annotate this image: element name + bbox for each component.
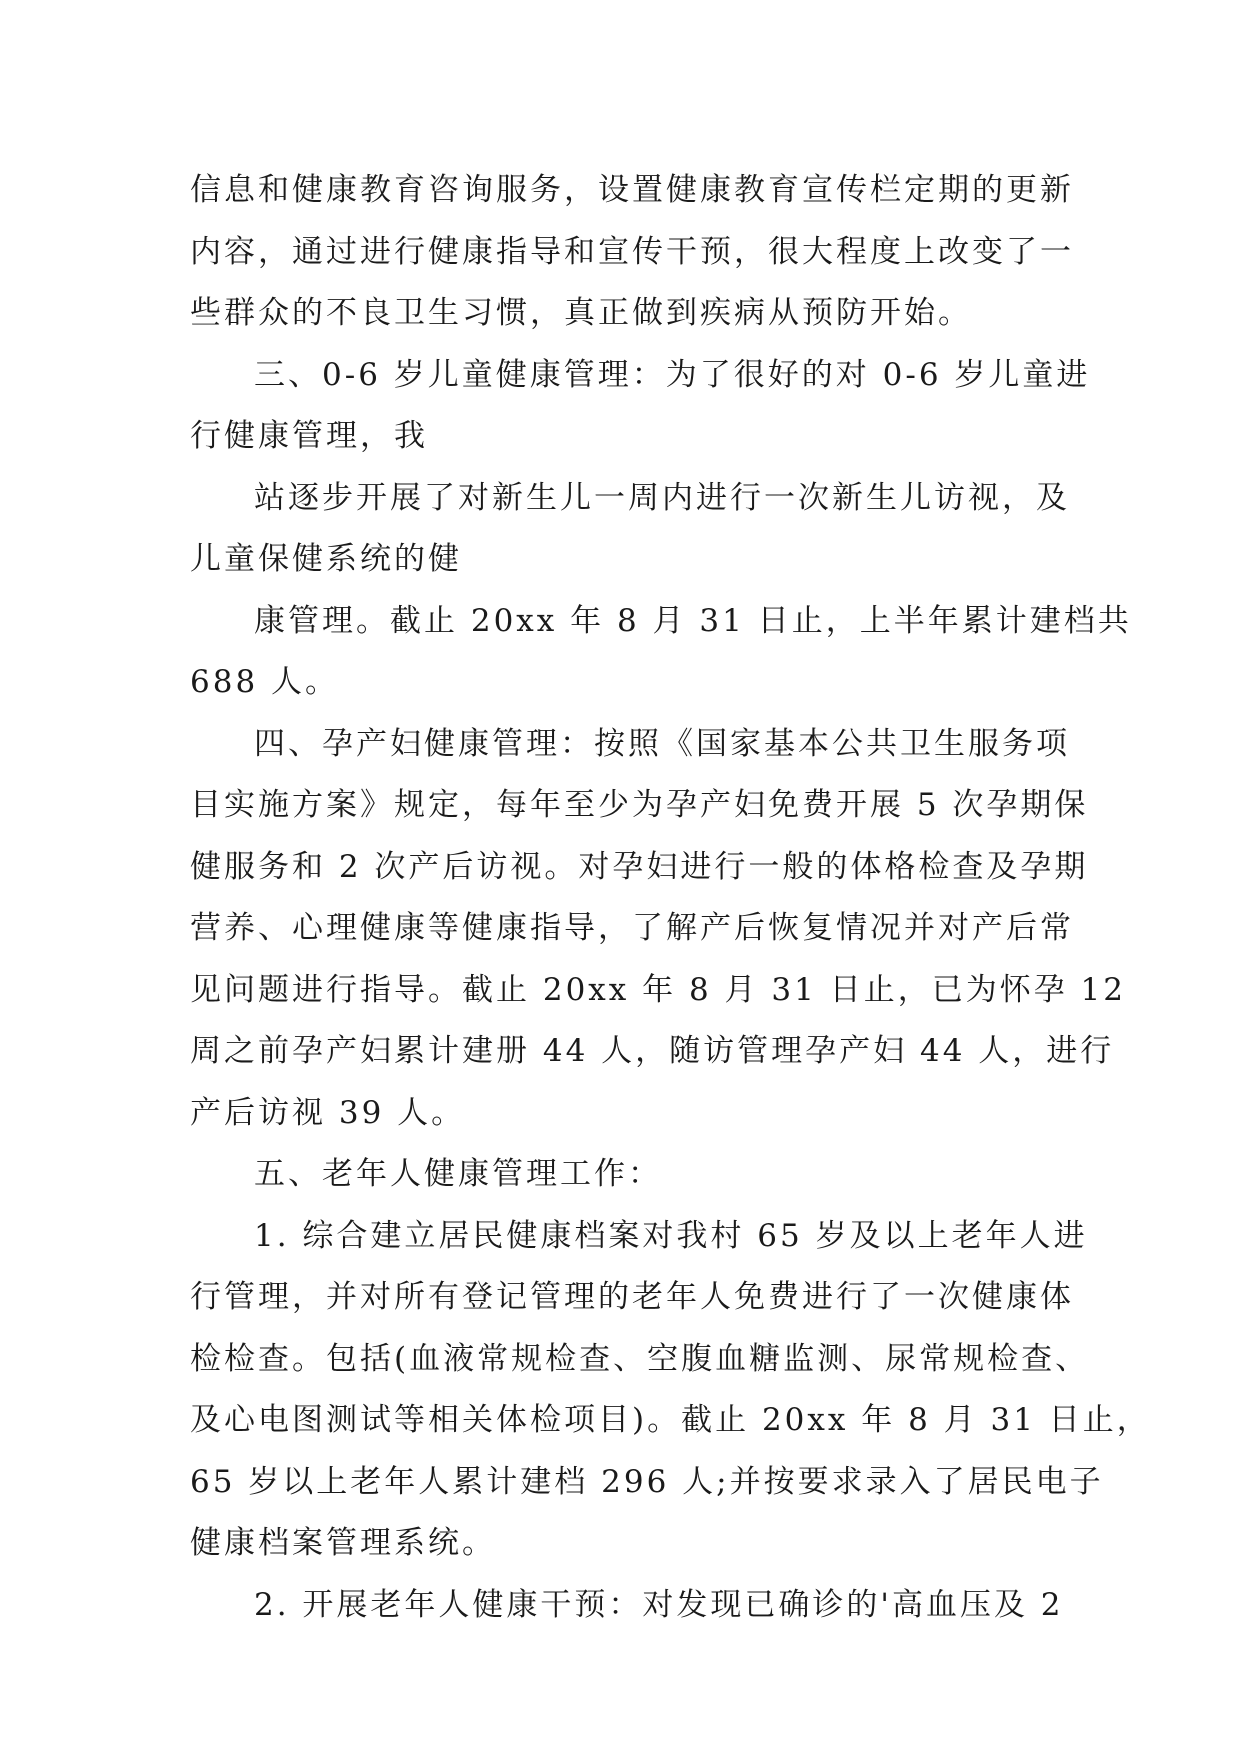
list-item-2: 2. 开展老年人健康干预：对发现已确诊的'高血压及 2 — [254, 1586, 1064, 1623]
text-line: 儿童保健系统的健 — [190, 541, 462, 577]
document-body — [190, 160, 1151, 1636]
text-line: 688 人。 — [190, 664, 340, 700]
text-line: 65 岁以上老年人累计建档 296 人;并按要求录入了居民电子 — [190, 1463, 1104, 1500]
text-line: 站逐步开展了对新生儿一周内进行一次新生儿访视，及 — [254, 479, 1070, 516]
list-item-1: 1. 综合建立居民健康档案对我村 65 岁及以上老年人进 — [254, 1217, 1088, 1254]
text-line: 目实施方案》规定，每年至少为孕产妇免费开展 5 次孕期保 — [190, 787, 1089, 823]
text-line: 健康档案管理系统。 — [190, 1525, 496, 1561]
text-line: 康管理。截止 20xx 年 8 月 31 日止，上半年累计建档共 — [254, 602, 1132, 639]
text-line: 及心电图测试等相关体检项目)。截止 20xx 年 8 月 31 日止， — [190, 1402, 1151, 1438]
text-line: 行管理，并对所有登记管理的老年人免费进行了一次健康体 — [190, 1279, 1074, 1315]
text-line: 行健康管理，我 — [190, 418, 428, 454]
section-heading-maternal: 四、孕产妇健康管理：按照《国家基本公共卫生服务项 — [254, 725, 1070, 762]
text-line: 周之前孕产妇累计建册 44 人，随访管理孕产妇 44 人，进行 — [190, 1033, 1115, 1069]
text-line: 营养、心理健康等健康指导，了解产后恢复情况并对产后常 — [190, 910, 1074, 946]
text-line: 健服务和 2 次产后访视。对孕妇进行一般的体格检查及孕期 — [190, 848, 1089, 885]
text-line: 些群众的不良卫生习惯，真正做到疾病从预防开始。 — [190, 295, 972, 331]
section-heading-children: 三、0-6 岁儿童健康管理：为了很好的对 0-6 岁儿童进 — [254, 356, 1091, 393]
text-line: 检检查。包括(血液常规检查、空腹血糖监测、尿常规检查、 — [190, 1340, 1090, 1377]
text-line: 见问题进行指导。截止 20xx 年 8 月 31 日止，已为怀孕 12 — [190, 971, 1127, 1008]
text-line: 内容，通过进行健康指导和宣传干预，很大程度上改变了一 — [190, 233, 1074, 270]
text-line: 信息和健康教育咨询服务，设置健康教育宣传栏定期的更新 — [190, 172, 1074, 208]
text-line: 产后访视 39 人。 — [190, 1094, 466, 1131]
section-heading-elderly: 五、老年人健康管理工作： — [254, 1156, 662, 1192]
